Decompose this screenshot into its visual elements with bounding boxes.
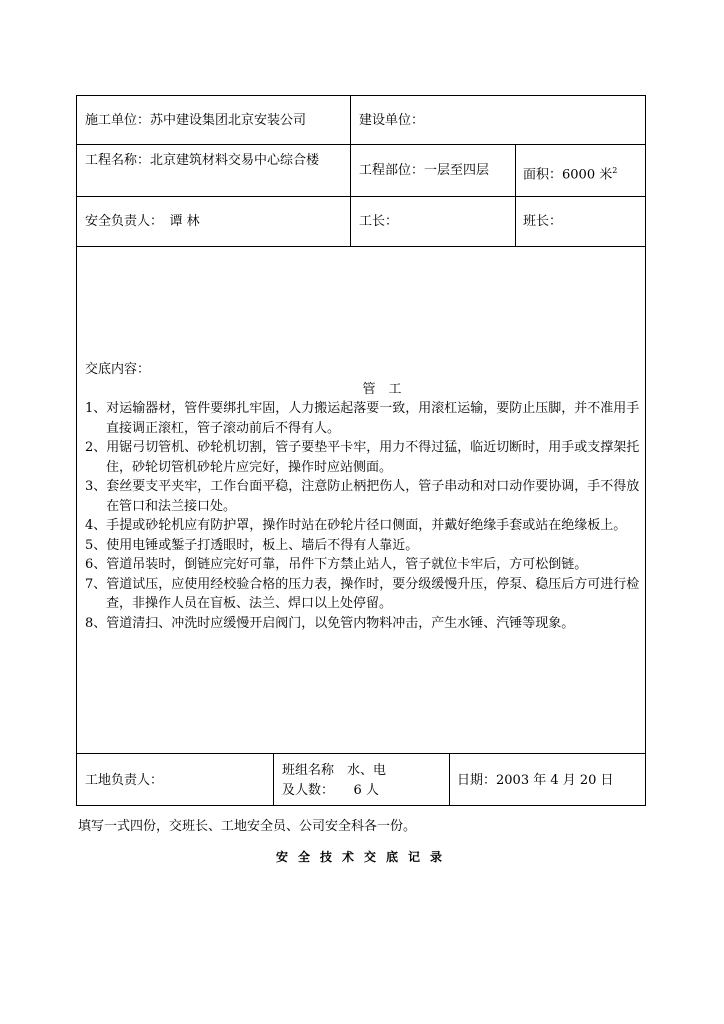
disclosure-content xyxy=(85,360,641,633)
list-item: 6、管道吊装时，倒链应完好可靠，吊件下方禁止站人，管子就位卡牢后，方可松倒链。 xyxy=(85,557,588,572)
content-intro: 交底内容： xyxy=(85,362,151,377)
area-unit-exponent: 2 xyxy=(612,166,618,175)
list-item: 4、手提或砂轮机应有防护罩，操作时站在砂轮片径口侧面，并戴好绝缘手套或站在绝缘板上。 xyxy=(85,518,627,533)
list-item: 8、管道清扫、冲洗时应缓慢开启阀门，以免管内物料冲击，产生水锤、汽锤等现象。 xyxy=(85,615,575,631)
area-label: 面积：6000 米 xyxy=(523,167,613,183)
row-divider xyxy=(77,144,645,145)
date: 日期：2003 年 4 月 20 日 xyxy=(457,773,614,788)
list-item: 1、对运输器材，管件要绑扎牢固，人力搬运起落要一致，用滚杠运输，要防止压脚，并不准用手直接调正滚杠，管子滚动前后不得有人。 xyxy=(85,401,640,436)
disclosure-table xyxy=(76,95,646,806)
col-divider xyxy=(449,753,450,806)
construction-unit: 施工单位：苏中建设集团北京安装公司 xyxy=(85,113,307,128)
row-divider xyxy=(77,246,645,247)
project-part: 工程部位：一层至四层 xyxy=(359,163,490,178)
foreman: 工长： xyxy=(359,214,399,229)
trade-title: 管 工 xyxy=(362,381,402,397)
team-name: 班组名称 水、电 xyxy=(282,763,387,778)
safety-leader: 安全负责人： 谭 林 xyxy=(85,214,200,229)
list-item: 7、管道试压，应使用经校验合格的压力表，操作时，要分级缓慢升压，停泵、稳压后方可进行检查，非操作人员在盲板、法兰、焊口以上处停留。 xyxy=(85,576,640,611)
row-divider xyxy=(77,196,645,197)
row-divider xyxy=(77,753,645,754)
copies-note: 填写一式四份，交班长、工地安全员、公司安全科各一份。 xyxy=(78,819,417,834)
document-title: 安全技术交底记录 xyxy=(275,850,452,864)
col-divider xyxy=(273,753,274,806)
list-item: 2、用锯弓切管机、砂轮机切割，管子要垫平卡牢，用力不得过猛，临近切断时，用手或支撑架托住，砂轮切管机砂轮片应完好，操作时应站侧面。 xyxy=(85,440,640,475)
project-name: 工程名称：北京建筑材料交易中心综合楼 xyxy=(85,153,320,168)
team-leader: 班长： xyxy=(523,214,563,229)
col-divider xyxy=(515,144,516,246)
col-divider xyxy=(350,96,351,246)
list-item: 5、使用电锤或錾子打透眼时，板上、墙后不得有人靠近。 xyxy=(85,537,419,553)
list-item: 3、套丝要支平夹牢，工作台面平稳，注意防止柄把伤人，管子串动和对口动作要协调，手不得放在管口和法兰接口处。 xyxy=(85,479,640,514)
team-count: 及人数： 6 人 xyxy=(282,783,379,798)
site-leader: 工地负责人： xyxy=(85,773,164,788)
owner-unit: 建设单位： xyxy=(359,113,425,128)
area xyxy=(523,162,617,184)
